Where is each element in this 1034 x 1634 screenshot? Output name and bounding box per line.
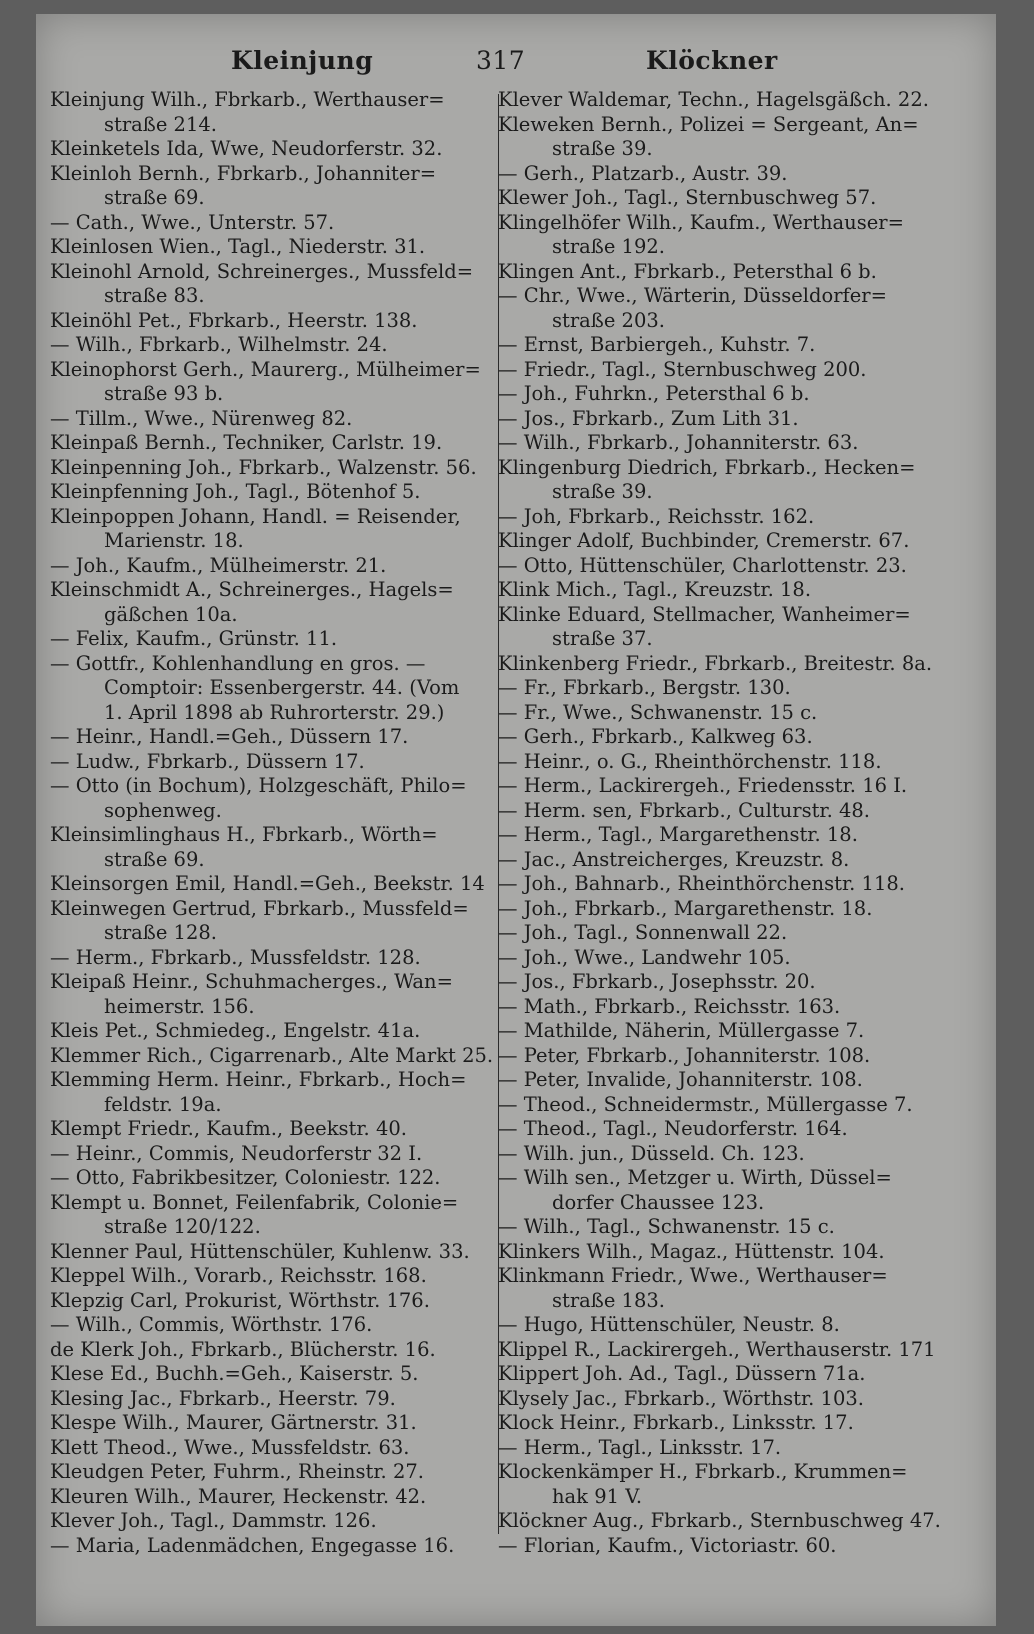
entry-continuation-line: hak 91 V. (552, 1484, 643, 1508)
entry-line: — Wilh., Commis, Wörthstr. 176. (50, 1313, 373, 1336)
entry-continuation-line: straße 39. (552, 137, 653, 160)
entry-continuation-line: straße 128. (104, 921, 217, 944)
directory-page (36, 14, 996, 1626)
entry-continuation-line: feldstr. 19a. (104, 1092, 222, 1116)
entry-line: de Klerk Joh., Fbrkarb., Blücherstr. 16. (50, 1337, 436, 1361)
entry-continuation-line: straße 69. (104, 186, 205, 209)
directory-entry (498, 578, 938, 603)
directory-entry (50, 970, 505, 1019)
entry-line: Kleipaß Heinr., Schuhmacherges., Wan= (50, 970, 453, 993)
entry-line: — Theod., Schneidermstr., Müllergasse 7. (498, 1092, 913, 1116)
entry-continuation-line: straße 93 b. (104, 382, 224, 405)
entry-line: Klingenburg Diedrich, Fbrkarb., Hecken= (498, 455, 916, 479)
entry-line: — Joh., Tagl., Sonnenwall 22. (498, 921, 788, 944)
entry-line: Klockenkämper H., Fbrkarb., Krummen= (498, 1460, 908, 1483)
directory-entry (498, 1534, 938, 1559)
directory-entry (50, 1166, 505, 1191)
entry-line: Klinkers Wilh., Magaz., Hüttenstr. 104. (498, 1239, 885, 1263)
entry-line: Kleuren Wilh., Maurer, Heckenstr. 42. (50, 1484, 427, 1508)
directory-entry (498, 1460, 938, 1509)
entry-continuation-line: gäßchen 10a. (104, 602, 238, 626)
directory-entry (50, 1509, 505, 1534)
directory-entry (498, 1166, 938, 1215)
entry-line: Kleinpenning Joh., Fbrkarb., Walzenstr. 56. (50, 455, 477, 479)
left-column (50, 88, 505, 1558)
entry-line: Kleinwegen Gertrud, Fbrkarb., Mussfeld= (50, 896, 469, 920)
directory-entry (50, 1313, 505, 1338)
directory-entry (498, 456, 938, 505)
page-number: 317 (476, 46, 526, 75)
entry-line: — Otto (in Bochum), Holzgeschäft, Philo= (50, 774, 467, 797)
directory-entry (498, 799, 938, 824)
directory-entry (50, 505, 505, 554)
entry-continuation-line: 1. April 1898 ab Ruhrorterstr. 29.) (104, 700, 445, 724)
header-right-keyword: Klöckner (646, 46, 778, 75)
directory-entry (50, 1411, 505, 1436)
directory-entry (498, 88, 938, 113)
entry-line: — Wilh., Fbrkarb., Johanniterstr. 63. (498, 431, 859, 454)
directory-entry (50, 627, 505, 652)
right-column (498, 88, 941, 1558)
directory-entry (50, 235, 505, 260)
directory-entry (498, 652, 938, 677)
entry-line: — Herm., Fbrkarb., Mussfeldstr. 128. (50, 945, 421, 969)
entry-line: Kleis Pet., Schmiedeg., Engelstr. 41a. (50, 1019, 421, 1042)
directory-entry (498, 1240, 938, 1265)
entry-line: — Heinr., Commis, Neudorferstr 32 I. (50, 1141, 423, 1165)
entry-line: Klesing Jac., Fbrkarb., Heerstr. 79. (50, 1386, 396, 1410)
entry-line: Klinkenberg Friedr., Fbrkarb., Breitestr. 8a. (498, 651, 933, 675)
entry-line: — Joh., Fbrkarb., Margarethenstr. 18. (498, 896, 873, 920)
entry-line: — Friedr., Tagl., Sternbuschweg 200. (498, 357, 867, 381)
entry-line: Klespe Wilh., Maurer, Gärtnerstr. 31. (50, 1411, 417, 1434)
entry-line: — Mathilde, Näherin, Müllergasse 7. (498, 1019, 865, 1042)
directory-entry (498, 1068, 938, 1093)
directory-entry (498, 284, 938, 333)
entry-line: Kleweken Bernh., Polizei = Sergeant, An= (498, 112, 919, 136)
entry-continuation-line: straße 37. (552, 627, 653, 650)
directory-entry (50, 1068, 505, 1117)
page-header (36, 36, 996, 76)
directory-entry (50, 88, 505, 137)
entry-line: Kleinsorgen Emil, Handl.=Geh., Beekstr. 14 (50, 872, 485, 895)
directory-entry (50, 946, 505, 971)
directory-entry (498, 358, 938, 383)
entry-line: — Felix, Kaufm., Grünstr. 11. (50, 627, 338, 650)
directory-entry (50, 407, 505, 432)
entry-line: — Maria, Ladenmädchen, Engegasse 16. (50, 1533, 455, 1557)
directory-entry (498, 1313, 938, 1338)
entry-line: Klemming Herm. Heinr., Fbrkarb., Hoch= (50, 1068, 467, 1091)
directory-entry (50, 1534, 505, 1559)
directory-entry (50, 333, 505, 358)
entry-line: — Otto, Hüttenschüler, Charlottenstr. 23. (498, 553, 907, 577)
directory-entry (498, 750, 938, 775)
directory-entry (50, 1117, 505, 1142)
entry-line: Kleinloh Bernh., Fbrkarb., Johanniter= (50, 161, 437, 185)
entry-line: — Heinr., o. G., Rheinthörchenstr. 118. (498, 749, 882, 773)
entry-line: — Gerh., Platzarb., Austr. 39. (498, 161, 788, 185)
directory-entry (50, 480, 505, 505)
entry-line: Klepzig Carl, Prokurist, Wörthstr. 176. (50, 1288, 430, 1312)
entry-line: — Fr., Wwe., Schwanenstr. 15 c. (498, 700, 818, 724)
entry-line: — Herm., Tagl., Linksstr. 17. (498, 1435, 782, 1459)
entry-line: Klippel R., Lackirergeh., Werthauserstr. 171 (498, 1337, 936, 1361)
entry-line: Kleudgen Peter, Fuhrm., Rheinstr. 27. (50, 1460, 424, 1483)
entry-line: — Herm., Lackirergeh., Friedensstr. 16 I. (498, 774, 908, 797)
entry-continuation-line: Comptoir: Essenbergerstr. 44. (Vom (104, 676, 460, 699)
entry-line: Klempt Friedr., Kaufm., Beekstr. 40. (50, 1117, 407, 1140)
directory-entry (50, 1436, 505, 1461)
entry-line: — Jos., Fbrkarb., Zum Lith 31. (498, 406, 799, 430)
directory-entry (498, 186, 938, 211)
directory-entry (50, 1485, 505, 1510)
entry-line: Kleinöhl Pet., Fbrkarb., Heerstr. 138. (50, 308, 418, 332)
directory-entry (498, 725, 938, 750)
directory-entry (498, 1436, 938, 1461)
entry-line: — Herm. sen, Fbrkarb., Culturstr. 48. (498, 798, 870, 822)
header-left-keyword: Kleinjung (231, 46, 374, 75)
directory-entry (498, 333, 938, 358)
entry-continuation-line: straße 214. (104, 112, 217, 136)
directory-entry (50, 750, 505, 775)
directory-entry (50, 1387, 505, 1412)
entry-line: Klever Joh., Tagl., Dammstr. 126. (50, 1509, 377, 1532)
directory-entry (50, 162, 505, 211)
entry-line: Klysely Jac., Fbrkarb., Wörthstr. 103. (498, 1386, 864, 1410)
directory-entry (498, 431, 938, 456)
directory-entry (498, 676, 938, 701)
directory-entry (498, 1509, 941, 1534)
entry-line: — Joh., Bahnarb., Rheinthörchenstr. 118. (498, 872, 905, 895)
entry-line: Klock Heinr., Fbrkarb., Linksstr. 17. (498, 1411, 854, 1434)
entry-line: — Joh., Kaufm., Mülheimerstr. 21. (50, 553, 387, 577)
directory-entry (50, 1264, 505, 1289)
entry-continuation-line: straße 120/122. (104, 1215, 261, 1238)
directory-entry (498, 603, 938, 652)
entry-line: Klempt u. Bonnet, Feilenfabrik, Colonie= (50, 1190, 459, 1214)
entry-line: Klever Waldemar, Techn., Hagelsgäßch. 22. (498, 88, 929, 111)
entry-continuation-line: straße 83. (104, 284, 205, 307)
entry-line: Kleinohl Arnold, Schreinerges., Mussfeld= (50, 259, 474, 283)
directory-entry (498, 921, 938, 946)
entry-line: Kleinjung Wilh., Fbrkarb., Werthauser= (50, 88, 445, 111)
entry-line: Klett Theod., Wwe., Mussfeldstr. 63. (50, 1435, 410, 1459)
directory-entry (498, 260, 938, 285)
entry-line: — Jac., Anstreicherges, Kreuzstr. 8. (498, 847, 850, 871)
directory-entry (498, 1019, 938, 1044)
entry-line: Kleinpaß Bernh., Techniker, Carlstr. 19. (50, 431, 443, 454)
directory-entry (50, 137, 505, 162)
entry-continuation-line: straße 192. (552, 235, 665, 258)
entry-line: — Florian, Kaufm., Victoriastr. 60. (498, 1533, 837, 1557)
directory-entry (50, 897, 505, 946)
entry-line: — Joh., Wwe., Landwehr 105. (498, 945, 791, 969)
directory-entry (50, 872, 505, 897)
entry-line: Klinger Adolf, Buchbinder, Cremerstr. 67. (498, 529, 910, 552)
directory-entry (498, 1117, 938, 1142)
entry-line: — Herm., Tagl., Margarethenstr. 18. (498, 823, 858, 846)
entry-continuation-line: straße 203. (552, 308, 665, 332)
directory-entry (50, 1289, 505, 1314)
entry-line: Klippert Joh. Ad., Tagl., Düssern 71a. (498, 1362, 866, 1385)
entry-line: Kleinketels Ida, Wwe, Neudorferstr. 32. (50, 137, 443, 160)
entry-line: Kleppel Wilh., Vorarb., Reichsstr. 168. (50, 1264, 427, 1287)
entry-line: — Wilh., Fbrkarb., Wilhelmstr. 24. (50, 333, 388, 356)
entry-continuation-line: Marienstr. 18. (104, 529, 244, 552)
directory-entry (50, 652, 505, 726)
directory-entry (498, 211, 938, 260)
directory-entry (50, 1338, 505, 1363)
entry-line: Kleinpfenning Joh., Tagl., Bötenhof 5. (50, 480, 421, 503)
entry-line: — Fr., Fbrkarb., Bergstr. 130. (498, 676, 791, 699)
entry-line: Klewer Joh., Tagl., Sternbuschweg 57. (498, 186, 877, 209)
directory-entry (498, 1264, 938, 1313)
directory-entry (50, 358, 505, 407)
directory-entry (498, 897, 938, 922)
entry-line: — Theod., Tagl., Neudorferstr. 164. (498, 1117, 848, 1140)
entry-continuation-line: straße 69. (104, 847, 205, 871)
directory-entry (50, 774, 505, 823)
directory-entry (498, 823, 938, 848)
directory-entry (498, 1338, 938, 1363)
directory-entry (498, 1411, 938, 1436)
directory-entry (498, 946, 938, 971)
directory-entry (498, 1387, 938, 1412)
entry-line: — Wilh. jun., Düsseld. Ch. 123. (498, 1141, 805, 1165)
directory-entry (498, 382, 938, 407)
entry-line: — Chr., Wwe., Wärterin, Düsseldorfer= (498, 284, 887, 307)
entry-line: Klinkmann Friedr., Wwe., Werthauser= (498, 1264, 888, 1287)
directory-entry (50, 578, 505, 627)
entry-line: Klemmer Rich., Cigarrenarb., Alte Markt 25. (50, 1043, 494, 1067)
directory-entry (498, 701, 938, 726)
entry-line: — Peter, Invalide, Johanniterstr. 108. (498, 1068, 863, 1091)
directory-entry (50, 1191, 505, 1240)
directory-entry (498, 1093, 938, 1118)
entry-line: — Cath., Wwe., Unterstr. 57. (50, 210, 335, 234)
entry-line: — Wilh., Tagl., Schwanenstr. 15 c. (498, 1215, 835, 1238)
directory-entry (50, 260, 505, 309)
directory-entry (498, 1044, 938, 1069)
entry-line: Kleinophorst Gerh., Maurerg., Mülheimer= (50, 357, 481, 381)
entry-continuation-line: sophenweg. (104, 798, 222, 822)
directory-entry (498, 407, 938, 432)
directory-entry (50, 554, 505, 579)
entry-line: — Heinr., Handl.=Geh., Düssern 17. (50, 725, 409, 748)
directory-entry (498, 848, 938, 873)
directory-entry (50, 1240, 505, 1265)
directory-entry (498, 113, 938, 162)
directory-entry (50, 1044, 505, 1069)
directory-entry (498, 872, 938, 897)
entry-line: Klenner Paul, Hüttenschüler, Kuhlenw. 33. (50, 1239, 470, 1263)
directory-entry (498, 554, 938, 579)
entry-line: Klingelhöfer Wilh., Kaufm., Werthauser= (498, 210, 904, 234)
directory-entry (50, 211, 505, 236)
directory-entry (498, 774, 938, 799)
entry-line: Klese Ed., Buchh.=Geh., Kaiserstr. 5. (50, 1362, 419, 1385)
entry-line: — Wilh sen., Metzger u. Wirth, Düssel= (498, 1166, 892, 1189)
entry-line: Klink Mich., Tagl., Kreuzstr. 18. (498, 578, 812, 601)
entry-line: — Math., Fbrkarb., Reichsstr. 163. (498, 994, 841, 1018)
entry-line: — Ernst, Barbiergeh., Kuhstr. 7. (498, 333, 816, 356)
directory-entry (498, 1142, 938, 1167)
entry-line: — Joh., Fuhrkn., Petersthal 6 b. (498, 382, 810, 405)
directory-entry (50, 1460, 505, 1485)
entry-line: Kleinlosen Wien., Tagl., Niederstr. 31. (50, 235, 426, 258)
entry-line: Kleinpoppen Johann, Handl. = Reisender, (50, 504, 461, 528)
entry-continuation-line: straße 39. (552, 480, 653, 503)
directory-entry (498, 1362, 938, 1387)
directory-entry (50, 823, 505, 872)
entry-continuation-line: straße 183. (552, 1288, 665, 1312)
directory-entry (498, 505, 938, 530)
entry-line: — Otto, Fabrikbesitzer, Coloniestr. 122. (50, 1166, 441, 1189)
entry-line: Klöckner Aug., Fbrkarb., Sternbuschweg 47. (498, 1509, 941, 1532)
entry-line: — Gerh., Fbrkarb., Kalkweg 63. (498, 725, 813, 748)
entry-line: — Tillm., Wwe., Nürenweg 82. (50, 406, 353, 430)
directory-entry (498, 970, 938, 995)
directory-entry (498, 1215, 938, 1240)
directory-entry (50, 456, 505, 481)
entry-line: — Joh, Fbrkarb., Reichsstr. 162. (498, 504, 815, 528)
directory-entry (498, 995, 938, 1020)
directory-entry (50, 309, 505, 334)
entry-line: — Ludw., Fbrkarb., Düssern 17. (50, 749, 365, 773)
directory-entry (50, 1142, 505, 1167)
directory-entry (498, 162, 938, 187)
entry-continuation-line: dorfer Chaussee 123. (552, 1190, 765, 1214)
entry-line: Kleinsimlinghaus H., Fbrkarb., Wörth= (50, 823, 438, 846)
entry-line: Klingen Ant., Fbrkarb., Petersthal 6 b. (498, 259, 877, 283)
entry-line: Klinke Eduard, Stellmacher, Wanheimer= (498, 602, 911, 626)
entry-continuation-line: heimerstr. 156. (104, 994, 255, 1018)
entry-line: — Peter, Fbrkarb., Johanniterstr. 108. (498, 1043, 871, 1067)
directory-entry (50, 1019, 505, 1044)
directory-entry (50, 725, 505, 750)
directory-entry (50, 431, 505, 456)
entry-line: — Gottfr., Kohlenhandlung en gros. — (50, 651, 426, 675)
entry-line: Kleinschmidt A., Schreinerges., Hagels= (50, 578, 454, 601)
entry-line: — Hugo, Hüttenschüler, Neustr. 8. (498, 1313, 840, 1336)
entry-line: — Jos., Fbrkarb., Josephsstr. 20. (498, 970, 816, 993)
directory-entry (50, 1362, 505, 1387)
directory-entry (498, 529, 938, 554)
